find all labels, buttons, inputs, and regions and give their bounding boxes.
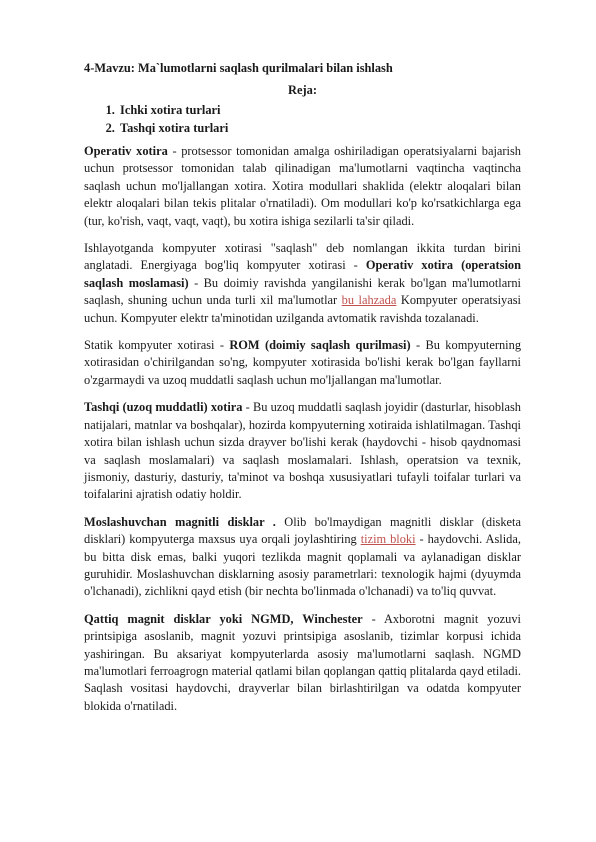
paragraph-tashqi-xotira [84,399,521,503]
document-title: 4-Mavzu: Ma`lumotlarni saqlash qurilmalari bilan ishlash [84,61,393,75]
plan-item: 1. Ichki xotira turlari [118,101,521,119]
paragraph-text: Statik kompyuter xotirasi - [84,338,230,353]
paragraph-rom [84,337,521,389]
paragraph-moslashuvchan-disklar [84,514,521,601]
paragraph-text: - Bu doimiy ravishda yangilanishi kerak bo'lgan ma'lumotlarni saqlash, shuning uchun unda turli xil ma'lumotlar [84,275,521,308]
plan-heading: Reja: [288,83,317,97]
link-tizim-bloki[interactable]: tizim bloki [360,532,416,547]
paragraph-qattiq-disklar [84,611,521,715]
paragraph-text: Olib bo'lmaydigan magnitli disklar (disketa disklari) kompyuterga maxsus uya orqali joylashtiring [84,514,521,547]
term-moslashuvchan-disklar: Moslashuvchan magnitli disklar . [84,514,276,529]
paragraph-text: Ishlayotganda kompyuter xotirasi "saqlash" deb nomlangan ikkita turdan birini anglatadi. Energiyaga bog'liq kompyuter xotirasi - [84,241,521,273]
plan-list [84,101,521,137]
paragraph-text: - haydovchi. Aslida, bu bitta disk emas, balki yuqori tezlikda magnit qoplamali va aylanadigan disklar guruhidir. Moslashuvchan disklarning asosiy parametrlari: texnologik hajmi (dyuymda o'lchanadi), zichlikni qayd etish (bir nechta bo'linmada o'lchanadi) va to'liq quvvat. [84,532,521,599]
term-operativ-xotira: Operativ xotira [84,144,168,158]
paragraph-text: - Axborotni magnit yozuvi printsipiga asoslanib, magnit yozuvi printsipiga asoslanib, tizimlar korpusi ichida yashiringan. Bu aksariyat kompyuterlarda asosiy ma'lumotlarni saqlash. NGMD ma'lumotlari ferroagrogn material qatlami bilan qoplangan qattiq plitalarda qayd etiladi. Saqlash vositasi haydovchi, drayverlar bilan birlashtirilgan va odatda kompyuter blokida o'rnatiladi. [84,611,521,713]
paragraph-text: - protsessor tomonidan amalga oshiriladigan operatsiyalarni bajarish uchun protsessor tomonidan talab qilinadigan ma'lumotlarni vaqtincha vaqtincha saqlash uchun mo'ljallangan xotira. Xotira modullari shaklida (elektr aloqalari bilan elektr aloqalari bilan tekis plitalar o'rnatiladi). Om modullari ko'p ko'rsatkichlarga ega (tur, ko'rish, vaqt, vaqt, vaqt), bu xotira ishiga sezilarli ta'sir qiladi. [84,144,521,228]
plan-item: 2. Tashqi xotira turlari [118,119,521,137]
paragraph-operativ-xotira [84,143,521,230]
term-tashqi-xotira: Tashqi (uzoq muddatli) xotira [84,400,243,415]
term-operatsion-saqlash: Operativ xotira (operatsion saqlash moslamasi) [84,258,521,290]
term-rom: ROM (doimiy saqlash qurilmasi) [229,338,411,353]
paragraph-saqlash-turlari [84,240,521,327]
paragraph-text: Kompyuter operatsiyasi uchun. Kompyuter elektr ta'minotidan uzilganda avtomatik ravishda tozalanadi. [84,293,521,325]
term-qattiq-disklar: Qattiq magnit disklar yoki NGMD, Winchester [84,611,363,626]
link-bu-lahzada[interactable]: bu lahzada [341,293,397,308]
paragraph-text: - Bu uzoq muddatli saqlash joyidir (dasturlar, hisoblash natijalari, matnlar va boshqalar), hozirda kompyuterning xotiraida ishlatilmagan. Tashqi xotira bilan ishlash uchun sizda drayver bo'lishi kerak (haydovchi - hisob qaydnomasi va saqlash moslamalari) va saqlash moslamalari. Ishlash, operatsion va texnik, jismoniy, dasturiy, dasturiy, ta'minot va boshqa xususiyatlari tufayli toifalar turlari va toifalarini ajratish odatiy holdir. [84,400,522,502]
paragraph-text: - Bu kompyuterning xotirasidan o'chirilgandan so'ng, kompyuter xotirasida bo'lishi kerak bo'lgan fayllarni o'zgarmaydi va uzoq muddatli saqlash uchun mo'ljallangan ma'lumotlar. [84,338,522,387]
